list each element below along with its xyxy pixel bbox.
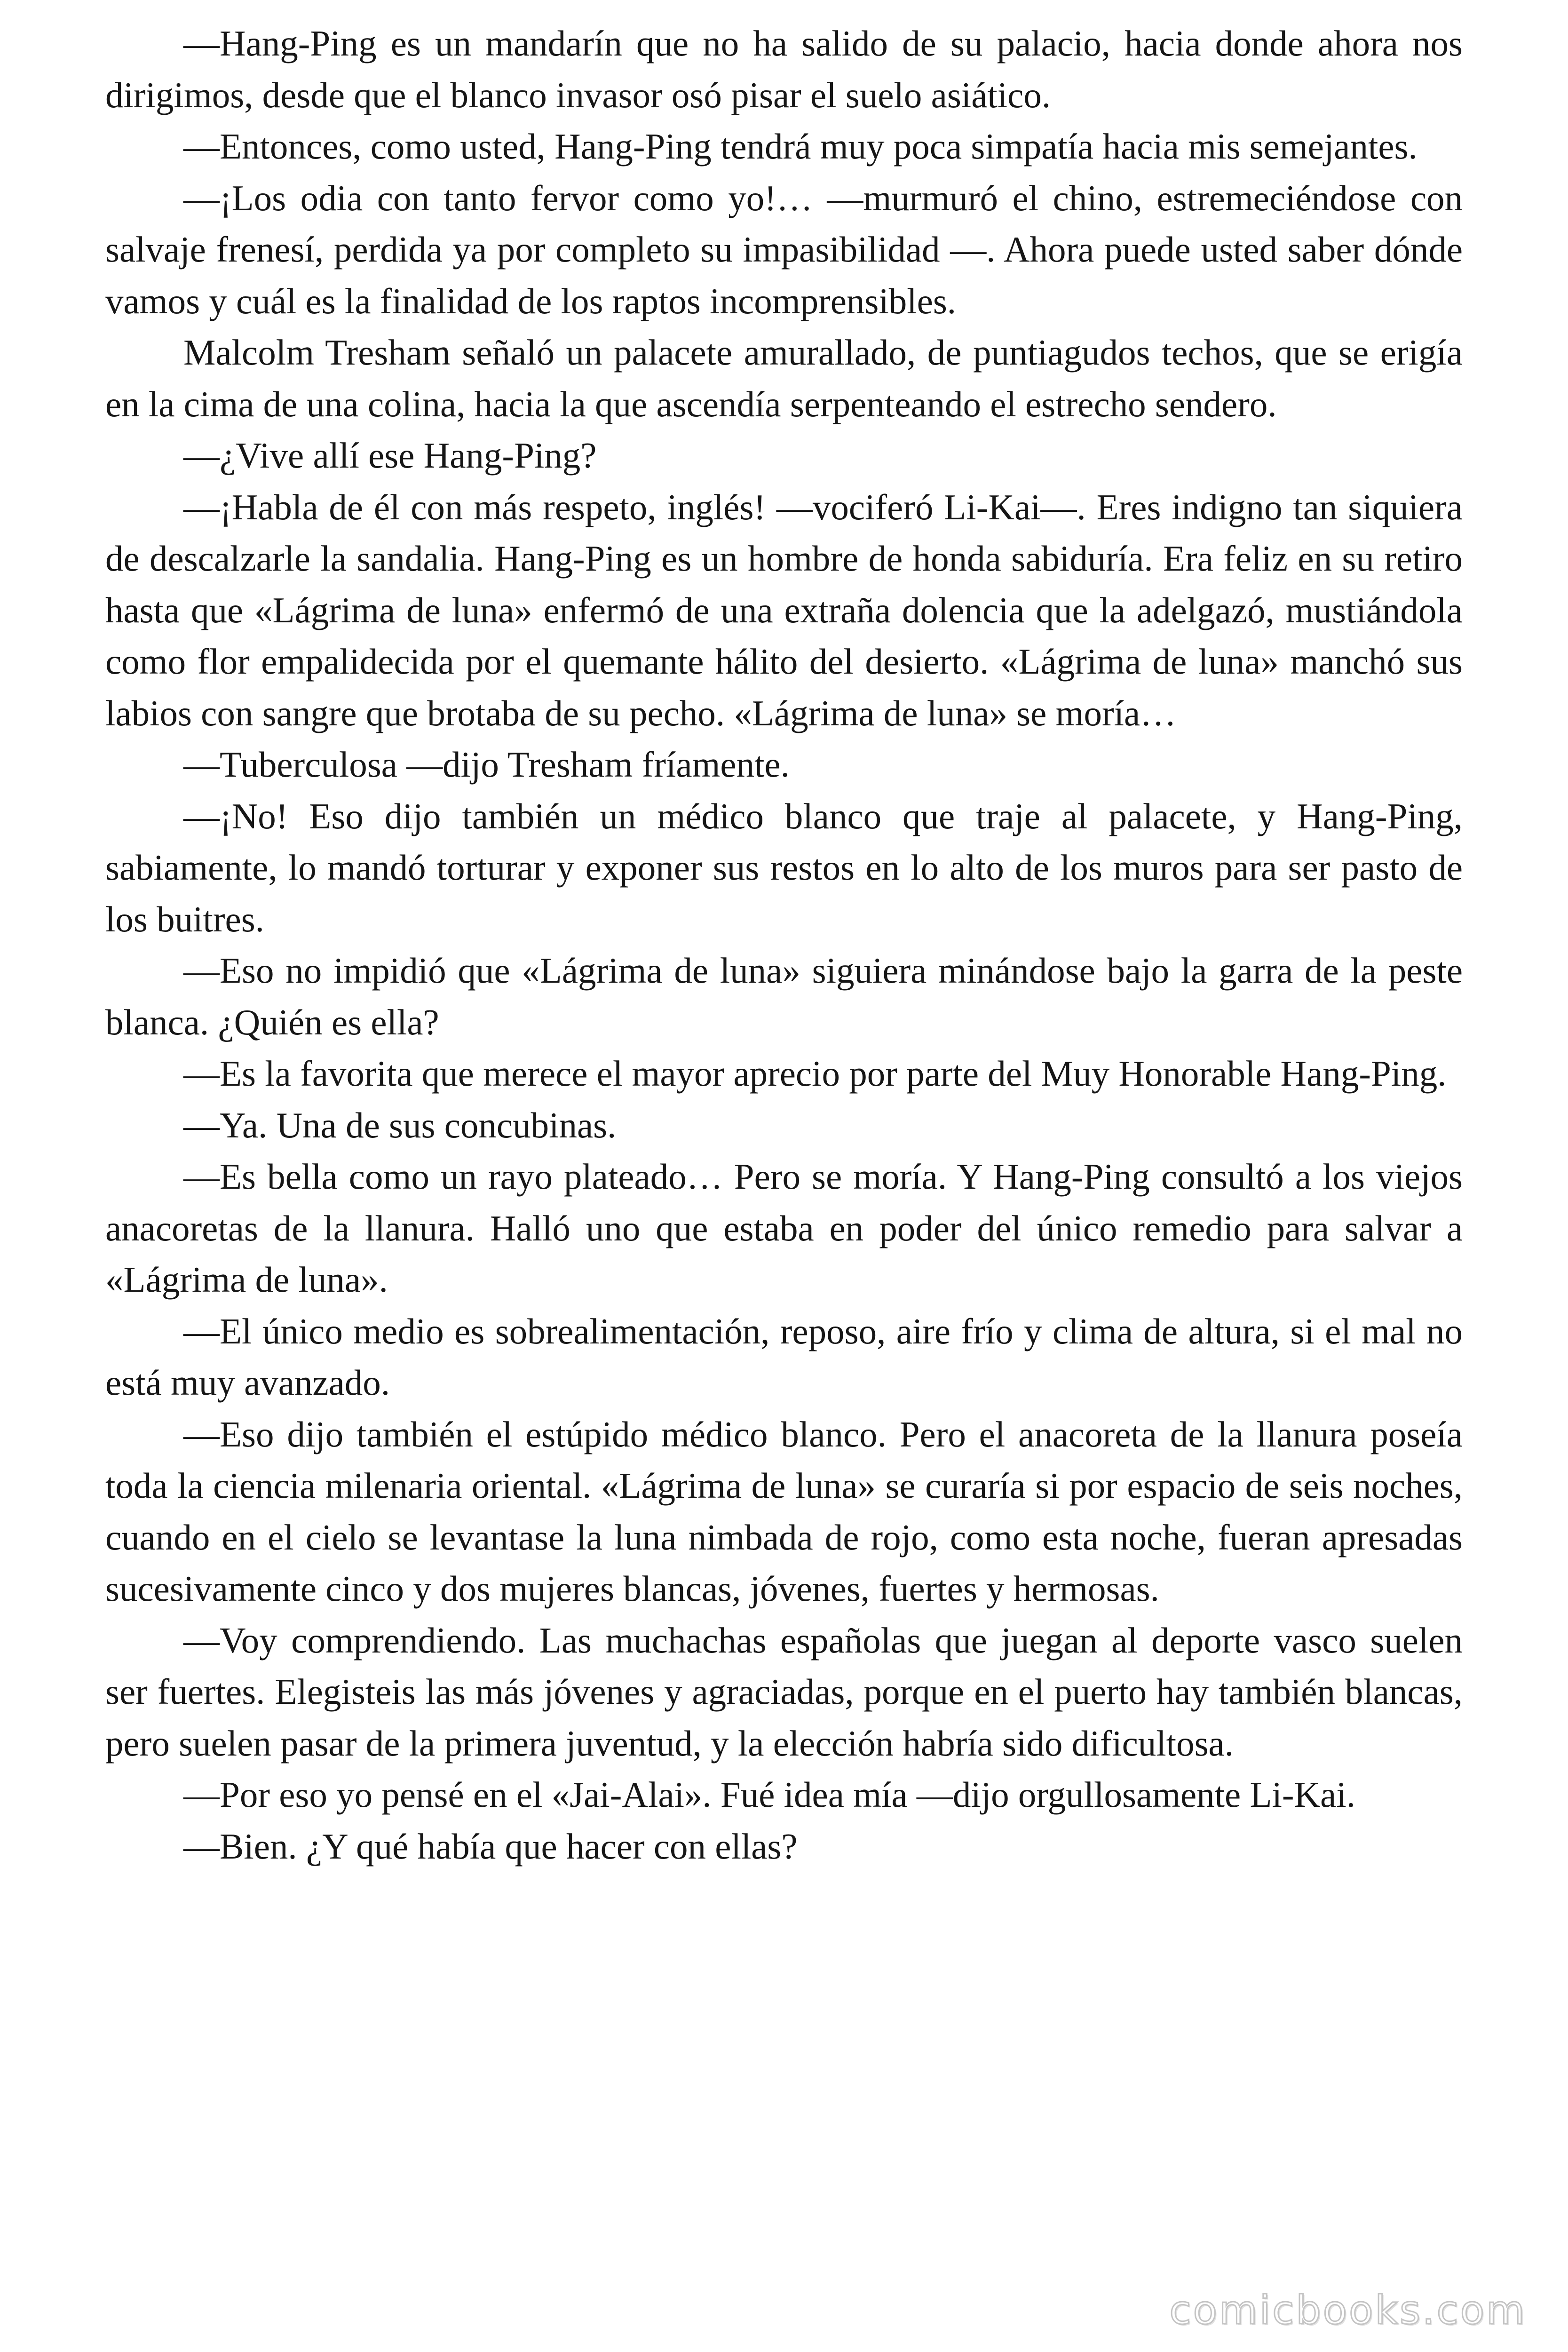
paragraph: —Es la favorita que merece el mayor aprecio por parte del Muy Honorable Hang-Ping. [183,1053,1447,1094]
watermark: comicbooks.com [1169,2287,1527,2333]
paragraph: —Eso dijo también el estúpido médico blanco. Pero el anacoreta de la llanura poseía toda la ciencia milenaria oriental. «Lágrima de luna» se curaría si por espacio de seis noches, cuando en el cielo se levantase la luna nimbada de rojo, como esta noche, fueran apresadas sucesivamente cinco y dos mujeres blancas, jóvenes, fuertes y hermosas. [105,1414,1463,1609]
paragraph: Malcolm Tresham señaló un palacete amurallado, de puntiagudos techos, que se erigía en la cima de una colina, hacia la que ascendía serpenteando el estrecho sendero. [105,332,1463,424]
paragraph: —Es bella como un rayo plateado… Pero se moría. Y Hang-Ping consultó a los viejos anacoretas de la llanura. Halló uno que estaba en poder del único remedio para salvar a «Lágrima de luna». [105,1156,1463,1300]
paragraph: —Voy comprendiendo. Las muchachas españolas que juegan al deporte vasco suelen ser fuertes. Elegisteis las más jóvenes y agraciadas, porque en el puerto hay también blancas, pero suelen pasar de la primera juventud, y la elección habría sido dificultosa. [105,1620,1463,1764]
book-page-text [105,18,1463,1872]
paragraph: —¿Vive allí ese Hang-Ping? [183,435,597,476]
paragraph: —Bien. ¿Y qué había que hacer con ellas? [183,1826,798,1867]
paragraph: —¡Los odia con tanto fervor como yo!… —murmuró el chino, estremeciéndose con salvaje frenesí, perdida ya por completo su impasibilidad —. Ahora puede usted saber dónde vamos y cuál es la finalidad de los raptos incomprensibles. [105,177,1463,321]
paragraph: —Por eso yo pensé en el «Jai-Alai». Fué idea mía —dijo orgullosamente Li-Kai. [183,1774,1355,1815]
paragraph: —Entonces, como usted, Hang-Ping tendrá muy poca simpatía hacia mis semejantes. [183,126,1418,167]
paragraph: —Ya. Una de sus concubinas. [183,1104,617,1145]
paragraph: —¡Habla de él con más respeto, inglés! —vociferó Li-Kai—. Eres indigno tan siquiera de descalzarle la sandalia. Hang-Ping es un hombre de honda sabiduría. Era feliz en su retiro hasta que «Lágrima de luna» enfermó de una extraña dolencia que la adelgazó, mustiándola como flor empalidecida por el quemante hálito del desierto. «Lágrima de luna» manchó sus labios con sangre que brotaba de su pecho. «Lágrima de luna» se moría… [105,486,1463,733]
paragraph: —¡No! Eso dijo también un médico blanco que traje al palacete, y Hang-Ping, sabiamente, lo mandó torturar y exponer sus restos en lo alto de los muros para ser pasto de los buitres. [105,795,1463,939]
paragraph: —El único medio es sobrealimentación, reposo, aire frío y clima de altura, si el mal no está muy avanzado. [105,1311,1463,1403]
paragraph: —Eso no impidió que «Lágrima de luna» siguiera minándose bajo la garra de la peste blanca. ¿Quién es ella? [105,950,1463,1042]
paragraph: —Tuberculosa —dijo Tresham fríamente. [183,744,790,785]
paragraph: —Hang-Ping es un mandarín que no ha salido de su palacio, hacia donde ahora nos dirigimos, desde que el blanco invasor osó pisar el suelo asiático. [105,23,1463,115]
